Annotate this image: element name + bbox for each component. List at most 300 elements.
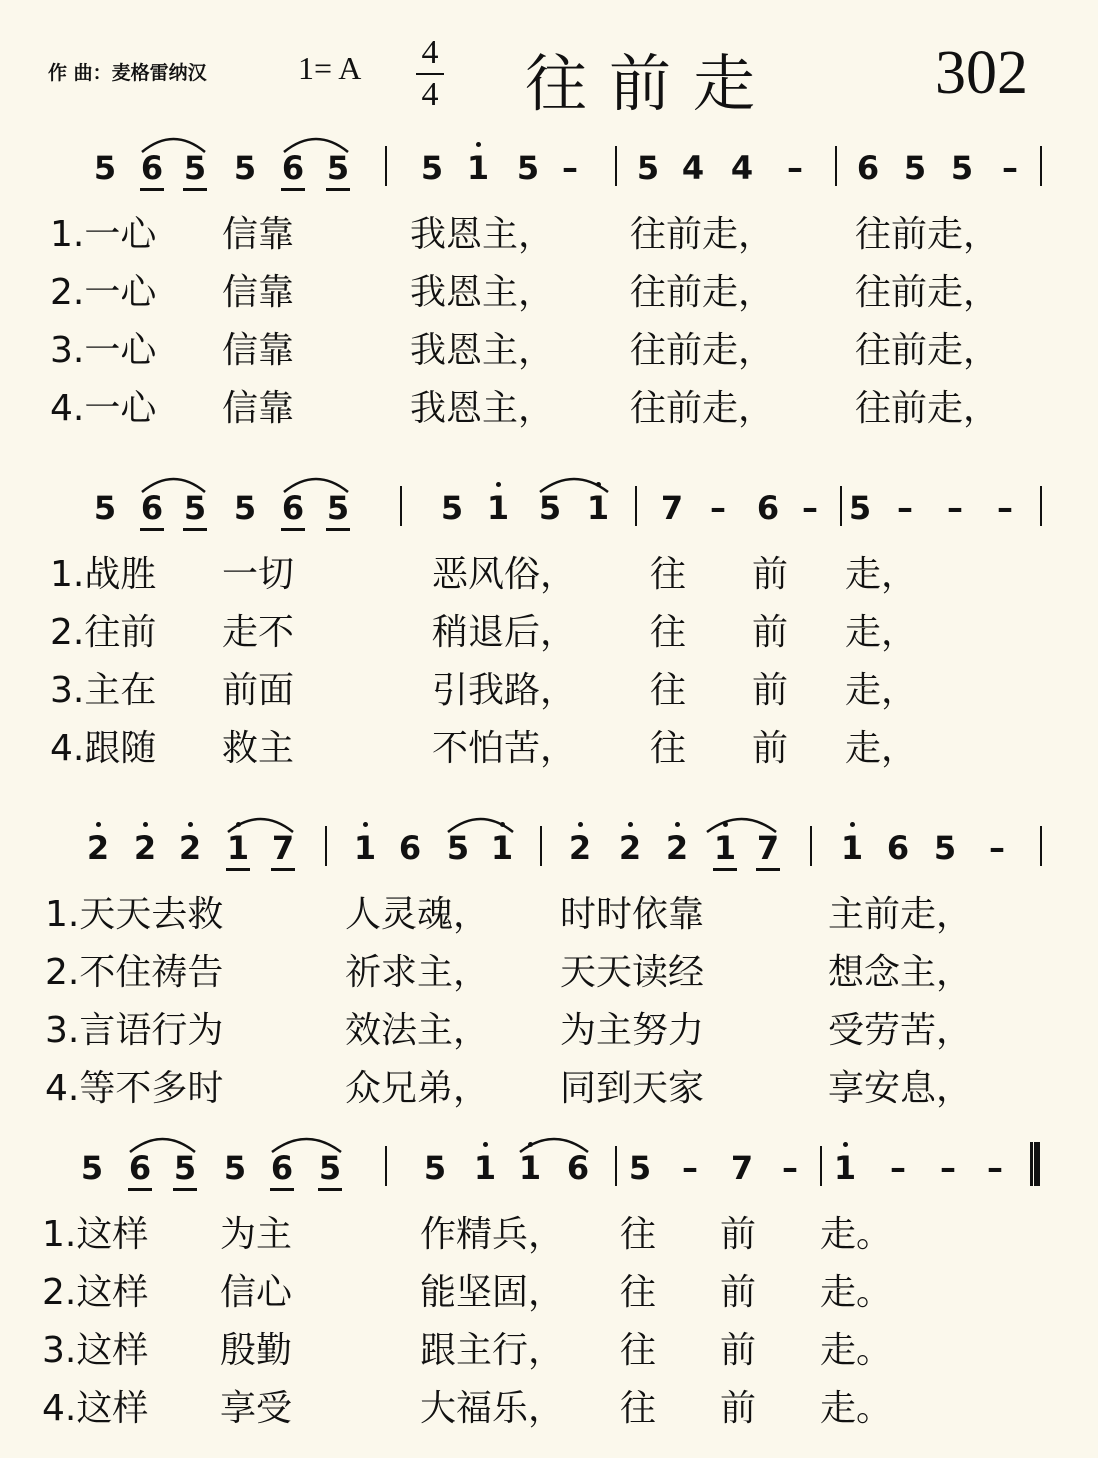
lyric-syllable: 1.战胜: [50, 554, 157, 595]
note-number: [837, 830, 867, 866]
note-label: 7: [756, 829, 780, 867]
slur-arc: [140, 132, 207, 154]
slur-arc: [538, 472, 610, 494]
dash-extension: [890, 490, 920, 526]
lyric-verse-line: [0, 322, 1098, 380]
eighth-underline: [183, 188, 207, 191]
note-label: 6: [281, 489, 305, 527]
note-number: [625, 1150, 655, 1186]
lyric-verse-line: [0, 1264, 1098, 1322]
lyric-syllable: 信靠: [222, 214, 295, 255]
note-label: 4: [681, 149, 705, 187]
note-label: –: [1002, 149, 1018, 187]
lyric-syllable: 能坚固，: [420, 1272, 565, 1313]
note-label: –: [802, 489, 818, 527]
note-number: [515, 1150, 545, 1186]
note-label: 1: [490, 829, 514, 867]
lyric-verse-line: [0, 546, 1098, 604]
note-number: [417, 150, 447, 186]
lyric-syllable: 走，: [845, 612, 918, 653]
note-number: [615, 830, 645, 866]
staff-system: [0, 808, 1098, 1138]
note-label: –: [897, 489, 913, 527]
lyric-syllable: 往: [620, 1330, 657, 1371]
note-number: [845, 490, 875, 526]
lyric-verse-line: [0, 886, 1098, 944]
slur-arc: [128, 1132, 197, 1154]
lyric-syllable: 往前走，: [630, 388, 775, 429]
lyric-syllable: 祈求主，: [345, 952, 490, 993]
eighth-underline: [226, 868, 250, 871]
dash-extension: [990, 490, 1020, 526]
note-label: 2: [133, 829, 157, 867]
eighth-underline: [140, 188, 164, 191]
note-label: 6: [886, 829, 910, 867]
lyric-syllable: 3.言语行为: [45, 1010, 224, 1051]
note-label: 5: [183, 149, 207, 187]
note-label: 5: [223, 1149, 247, 1187]
note-label: 2: [618, 829, 642, 867]
note-label: 5: [636, 149, 660, 187]
note-number: [230, 150, 260, 186]
dash-extension: [933, 1150, 963, 1186]
note-number: [535, 490, 565, 526]
note-label: 7: [660, 489, 684, 527]
eighth-underline: [270, 1188, 294, 1191]
note-label: 1: [473, 1149, 497, 1187]
lyric-verse-line: [0, 1060, 1098, 1118]
note-label: –: [787, 149, 803, 187]
note-number: [710, 830, 740, 866]
notation-line: [0, 468, 1098, 538]
barline: [615, 1146, 617, 1186]
note-number: [443, 830, 473, 866]
lyric-syllable: 往前走，: [855, 214, 1000, 255]
note-number: [323, 490, 353, 526]
lyric-syllable: 前面: [222, 670, 295, 711]
dash-extension: [780, 150, 810, 186]
lyric-syllable: 2.一心: [50, 272, 157, 313]
notation-line: [0, 128, 1098, 198]
note-label: –: [710, 489, 726, 527]
note-label: 5: [326, 149, 350, 187]
high-octave-dot: [188, 822, 193, 827]
eighth-underline: [140, 528, 164, 531]
high-octave-dot: [143, 822, 148, 827]
note-label: 1: [833, 1149, 857, 1187]
note-label: 4: [730, 149, 754, 187]
lyric-verse-line: [0, 264, 1098, 322]
lyric-syllable: 往前走，: [855, 388, 1000, 429]
lyric-syllable: 前: [720, 1272, 757, 1313]
slur-arc: [270, 1132, 343, 1154]
lyric-syllable: 走不: [222, 612, 295, 653]
hymn-title: 往前走: [525, 47, 778, 120]
slur-arc: [282, 132, 350, 154]
note-label: 5: [173, 1149, 197, 1187]
barline: [615, 146, 617, 186]
note-number: [130, 830, 160, 866]
note-number: [350, 830, 380, 866]
note-number: [583, 490, 613, 526]
lyric-syllable: 享受: [220, 1388, 293, 1429]
barline: [540, 826, 542, 866]
note-label: 5: [233, 149, 257, 187]
note-number: [678, 150, 708, 186]
eighth-underline: [183, 528, 207, 531]
note-label: 5: [848, 489, 872, 527]
lyric-syllable: 信靠: [222, 330, 295, 371]
note-label: 5: [446, 829, 470, 867]
note-number: [220, 1150, 250, 1186]
lyric-syllable: 往前走，: [630, 272, 775, 313]
lyric-syllable: 为主努力: [560, 1010, 705, 1051]
note-number: [633, 150, 663, 186]
note-label: 5: [628, 1149, 652, 1187]
note-label: 2: [665, 829, 689, 867]
lyric-syllable: 往: [650, 728, 687, 769]
note-label: 1: [353, 829, 377, 867]
lyric-syllable: 走。: [820, 1272, 893, 1313]
lyric-syllable: 时时依靠: [560, 894, 705, 935]
note-number: [883, 830, 913, 866]
lyric-verse-line: [0, 720, 1098, 778]
eighth-underline: [326, 188, 350, 191]
note-number: [483, 490, 513, 526]
eighth-underline: [271, 868, 295, 871]
note-label: 6: [270, 1149, 294, 1187]
lyric-syllable: 走，: [845, 670, 918, 711]
note-label: 1: [518, 1149, 542, 1187]
note-label: 6: [140, 489, 164, 527]
high-octave-dot: [843, 1142, 848, 1147]
lyric-verse-line: [0, 380, 1098, 438]
lyric-verse-line: [0, 944, 1098, 1002]
eighth-underline: [173, 1188, 197, 1191]
lyric-syllable: 3.主在: [50, 670, 157, 711]
note-label: 6: [281, 149, 305, 187]
staff-system: [0, 468, 1098, 798]
slur-arc: [446, 812, 515, 834]
lyric-syllable: 我恩主，: [410, 214, 555, 255]
lyric-syllable: 跟主行，: [420, 1330, 565, 1371]
note-number: [268, 830, 298, 866]
lyric-syllable: 信靠: [222, 272, 295, 313]
lyric-syllable: 前: [720, 1388, 757, 1429]
note-label: 6: [398, 829, 422, 867]
lyric-syllable: 稍退后，: [432, 612, 577, 653]
lyric-syllable: 往: [650, 554, 687, 595]
lyric-syllable: 4.跟随: [50, 728, 157, 769]
high-octave-dot: [483, 1142, 488, 1147]
lyric-syllable: 受劳苦，: [828, 1010, 973, 1051]
note-number: [90, 150, 120, 186]
note-label: 5: [93, 149, 117, 187]
dash-extension: [795, 490, 825, 526]
barline: [835, 146, 837, 186]
barline: [1040, 486, 1042, 526]
lyric-verse-line: [0, 1322, 1098, 1380]
high-octave-dot: [496, 482, 501, 487]
lyric-syllable: 3.这样: [42, 1330, 149, 1371]
note-label: 6: [756, 489, 780, 527]
note-number: [662, 830, 692, 866]
note-number: [727, 150, 757, 186]
note-label: 6: [566, 1149, 590, 1187]
lyric-syllable: 走。: [820, 1388, 893, 1429]
lyric-syllable: 前: [752, 612, 789, 653]
note-number: [278, 490, 308, 526]
lyric-syllable: 前: [720, 1214, 757, 1255]
lyric-syllable: 引我路，: [432, 670, 577, 711]
lyric-syllable: 为主: [220, 1214, 293, 1255]
note-number: [513, 150, 543, 186]
lyric-syllable: 走，: [845, 728, 918, 769]
lyric-verse-line: [0, 604, 1098, 662]
note-number: [437, 490, 467, 526]
eighth-underline: [713, 868, 737, 871]
note-label: –: [989, 829, 1005, 867]
note-number: [278, 150, 308, 186]
note-label: 1: [840, 829, 864, 867]
note-number: [753, 830, 783, 866]
lyric-syllable: 2.不住祷告: [45, 952, 224, 993]
dash-extension: [775, 1150, 805, 1186]
note-number: [395, 830, 425, 866]
meter-divider: [416, 73, 444, 75]
eighth-underline: [128, 1188, 152, 1191]
lyric-syllable: 一切: [222, 554, 295, 595]
dash-extension: [995, 150, 1025, 186]
dash-extension: [703, 490, 733, 526]
note-number: [420, 1150, 450, 1186]
lyric-syllable: 天天读经: [560, 952, 705, 993]
lyric-syllable: 4.等不多时: [45, 1068, 224, 1109]
note-label: 6: [856, 149, 880, 187]
lyric-syllable: 作精兵，: [420, 1214, 565, 1255]
note-number: [83, 830, 113, 866]
lyric-syllable: 效法主，: [345, 1010, 490, 1051]
staff-system: [0, 1128, 1098, 1458]
lyric-syllable: 我恩主，: [410, 388, 555, 429]
meter-numerator: 4: [421, 34, 439, 71]
barline: [840, 486, 842, 526]
note-label: –: [782, 1149, 798, 1187]
high-octave-dot: [96, 822, 101, 827]
note-number: [180, 150, 210, 186]
lyric-syllable: 往: [650, 670, 687, 711]
note-number: [323, 150, 353, 186]
slur-arc: [226, 812, 295, 834]
dash-extension: [982, 830, 1012, 866]
lyric-syllable: 众兄弟，: [345, 1068, 490, 1109]
lyric-syllable: 前: [720, 1330, 757, 1371]
lyric-syllable: 信靠: [222, 388, 295, 429]
slur-arc: [140, 472, 207, 494]
lyric-syllable: 往: [620, 1272, 657, 1313]
note-number: [563, 1150, 593, 1186]
note-number: [463, 150, 493, 186]
slur-arc: [282, 472, 350, 494]
key-signature: 1= A: [298, 50, 362, 86]
final-barline: [1030, 1142, 1040, 1186]
note-number: [77, 1150, 107, 1186]
note-number: [487, 830, 517, 866]
note-number: [90, 490, 120, 526]
dash-extension: [883, 1150, 913, 1186]
notation-line: [0, 1128, 1098, 1198]
note-number: [565, 830, 595, 866]
note-label: 5: [80, 1149, 104, 1187]
eighth-underline: [318, 1188, 342, 1191]
lyric-syllable: 往: [620, 1214, 657, 1255]
barline: [1040, 826, 1042, 866]
barline: [810, 826, 812, 866]
note-label: 5: [233, 489, 257, 527]
lyric-syllable: 大福乐，: [420, 1388, 565, 1429]
barline: [385, 146, 387, 186]
eighth-underline: [326, 528, 350, 531]
note-label: 5: [903, 149, 927, 187]
note-label: 5: [440, 489, 464, 527]
barline: [635, 486, 637, 526]
lyric-syllable: 1.这样: [42, 1214, 149, 1255]
dash-extension: [555, 150, 585, 186]
notation-line: [0, 808, 1098, 878]
lyric-syllable: 3.一心: [50, 330, 157, 371]
composer-credit: 作 曲：麦格雷纳汉: [48, 62, 207, 84]
note-label: 5: [318, 1149, 342, 1187]
note-number: [170, 1150, 200, 1186]
slur-arc: [518, 1132, 590, 1154]
lyric-syllable: 4.这样: [42, 1388, 149, 1429]
lyric-verse-line: [0, 1380, 1098, 1438]
lyric-verse-line: [0, 662, 1098, 720]
lyric-syllable: 往前走，: [855, 330, 1000, 371]
lyric-verse-line: [0, 1206, 1098, 1264]
note-label: 5: [420, 149, 444, 187]
note-number: [137, 150, 167, 186]
note-label: 7: [730, 1149, 754, 1187]
note-number: [947, 150, 977, 186]
lyric-syllable: 同到天家: [560, 1068, 705, 1109]
note-label: 5: [933, 829, 957, 867]
eighth-underline: [756, 868, 780, 871]
lyric-syllable: 往前走，: [630, 214, 775, 255]
dash-extension: [980, 1150, 1010, 1186]
high-octave-dot: [476, 142, 481, 147]
meter-denominator: 4: [421, 76, 439, 113]
note-label: 5: [516, 149, 540, 187]
high-octave-dot: [363, 822, 368, 827]
note-label: 5: [538, 489, 562, 527]
note-label: 2: [86, 829, 110, 867]
note-number: [470, 1150, 500, 1186]
note-label: 2: [178, 829, 202, 867]
lyric-syllable: 我恩主，: [410, 272, 555, 313]
barline: [820, 1146, 822, 1186]
lyric-syllable: 殷勤: [220, 1330, 293, 1371]
lyric-syllable: 1.天天去救: [45, 894, 224, 935]
note-label: –: [682, 1149, 698, 1187]
lyric-syllable: 前: [752, 554, 789, 595]
lyric-syllable: 2.这样: [42, 1272, 149, 1313]
note-number: [900, 150, 930, 186]
lyric-syllable: 往前走，: [630, 330, 775, 371]
lyric-syllable: 走。: [820, 1214, 893, 1255]
note-number: [727, 1150, 757, 1186]
note-number: [930, 830, 960, 866]
lyric-syllable: 往: [650, 612, 687, 653]
note-label: 1: [586, 489, 610, 527]
note-label: 1: [713, 829, 737, 867]
note-label: 6: [140, 149, 164, 187]
barline: [385, 1146, 387, 1186]
high-octave-dot: [628, 822, 633, 827]
lyric-syllable: 主前走，: [828, 894, 973, 935]
note-number: [315, 1150, 345, 1186]
staff-system: [0, 128, 1098, 458]
lyric-syllable: 走。: [820, 1330, 893, 1371]
note-number: [137, 490, 167, 526]
barline: [400, 486, 402, 526]
note-number: [830, 1150, 860, 1186]
time-signature: [412, 34, 448, 114]
high-octave-dot: [675, 822, 680, 827]
lyric-syllable: 我恩主，: [410, 330, 555, 371]
note-label: 1: [486, 489, 510, 527]
note-label: 1: [466, 149, 490, 187]
lyric-syllable: 往前走，: [855, 272, 1000, 313]
note-number: [175, 830, 205, 866]
lyric-syllable: 恶风俗，: [432, 554, 577, 595]
note-label: –: [947, 489, 963, 527]
note-number: [853, 150, 883, 186]
high-octave-dot: [578, 822, 583, 827]
note-label: –: [562, 149, 578, 187]
lyric-syllable: 4.一心: [50, 388, 157, 429]
note-label: –: [890, 1149, 906, 1187]
note-label: 5: [326, 489, 350, 527]
note-number: [125, 1150, 155, 1186]
lyric-syllable: 想念主，: [828, 952, 973, 993]
dash-extension: [940, 490, 970, 526]
lyric-syllable: 走，: [845, 554, 918, 595]
lyric-syllable: 人灵魂，: [345, 894, 490, 935]
note-label: 7: [271, 829, 295, 867]
note-label: –: [997, 489, 1013, 527]
note-number: [180, 490, 210, 526]
lyric-syllable: 前: [752, 728, 789, 769]
dash-extension: [675, 1150, 705, 1186]
note-label: 5: [183, 489, 207, 527]
lyric-syllable: 2.往前: [50, 612, 157, 653]
note-number: [753, 490, 783, 526]
eighth-underline: [281, 188, 305, 191]
lyric-verse-line: [0, 1002, 1098, 1060]
note-number: [230, 490, 260, 526]
note-number: [223, 830, 253, 866]
barline: [1040, 146, 1042, 186]
note-label: 6: [128, 1149, 152, 1187]
note-label: 5: [93, 489, 117, 527]
lyric-syllable: 不怕苦，: [432, 728, 577, 769]
note-label: 1: [226, 829, 250, 867]
slur-arc: [705, 812, 778, 834]
note-label: –: [987, 1149, 1003, 1187]
high-octave-dot: [850, 822, 855, 827]
note-label: –: [940, 1149, 956, 1187]
